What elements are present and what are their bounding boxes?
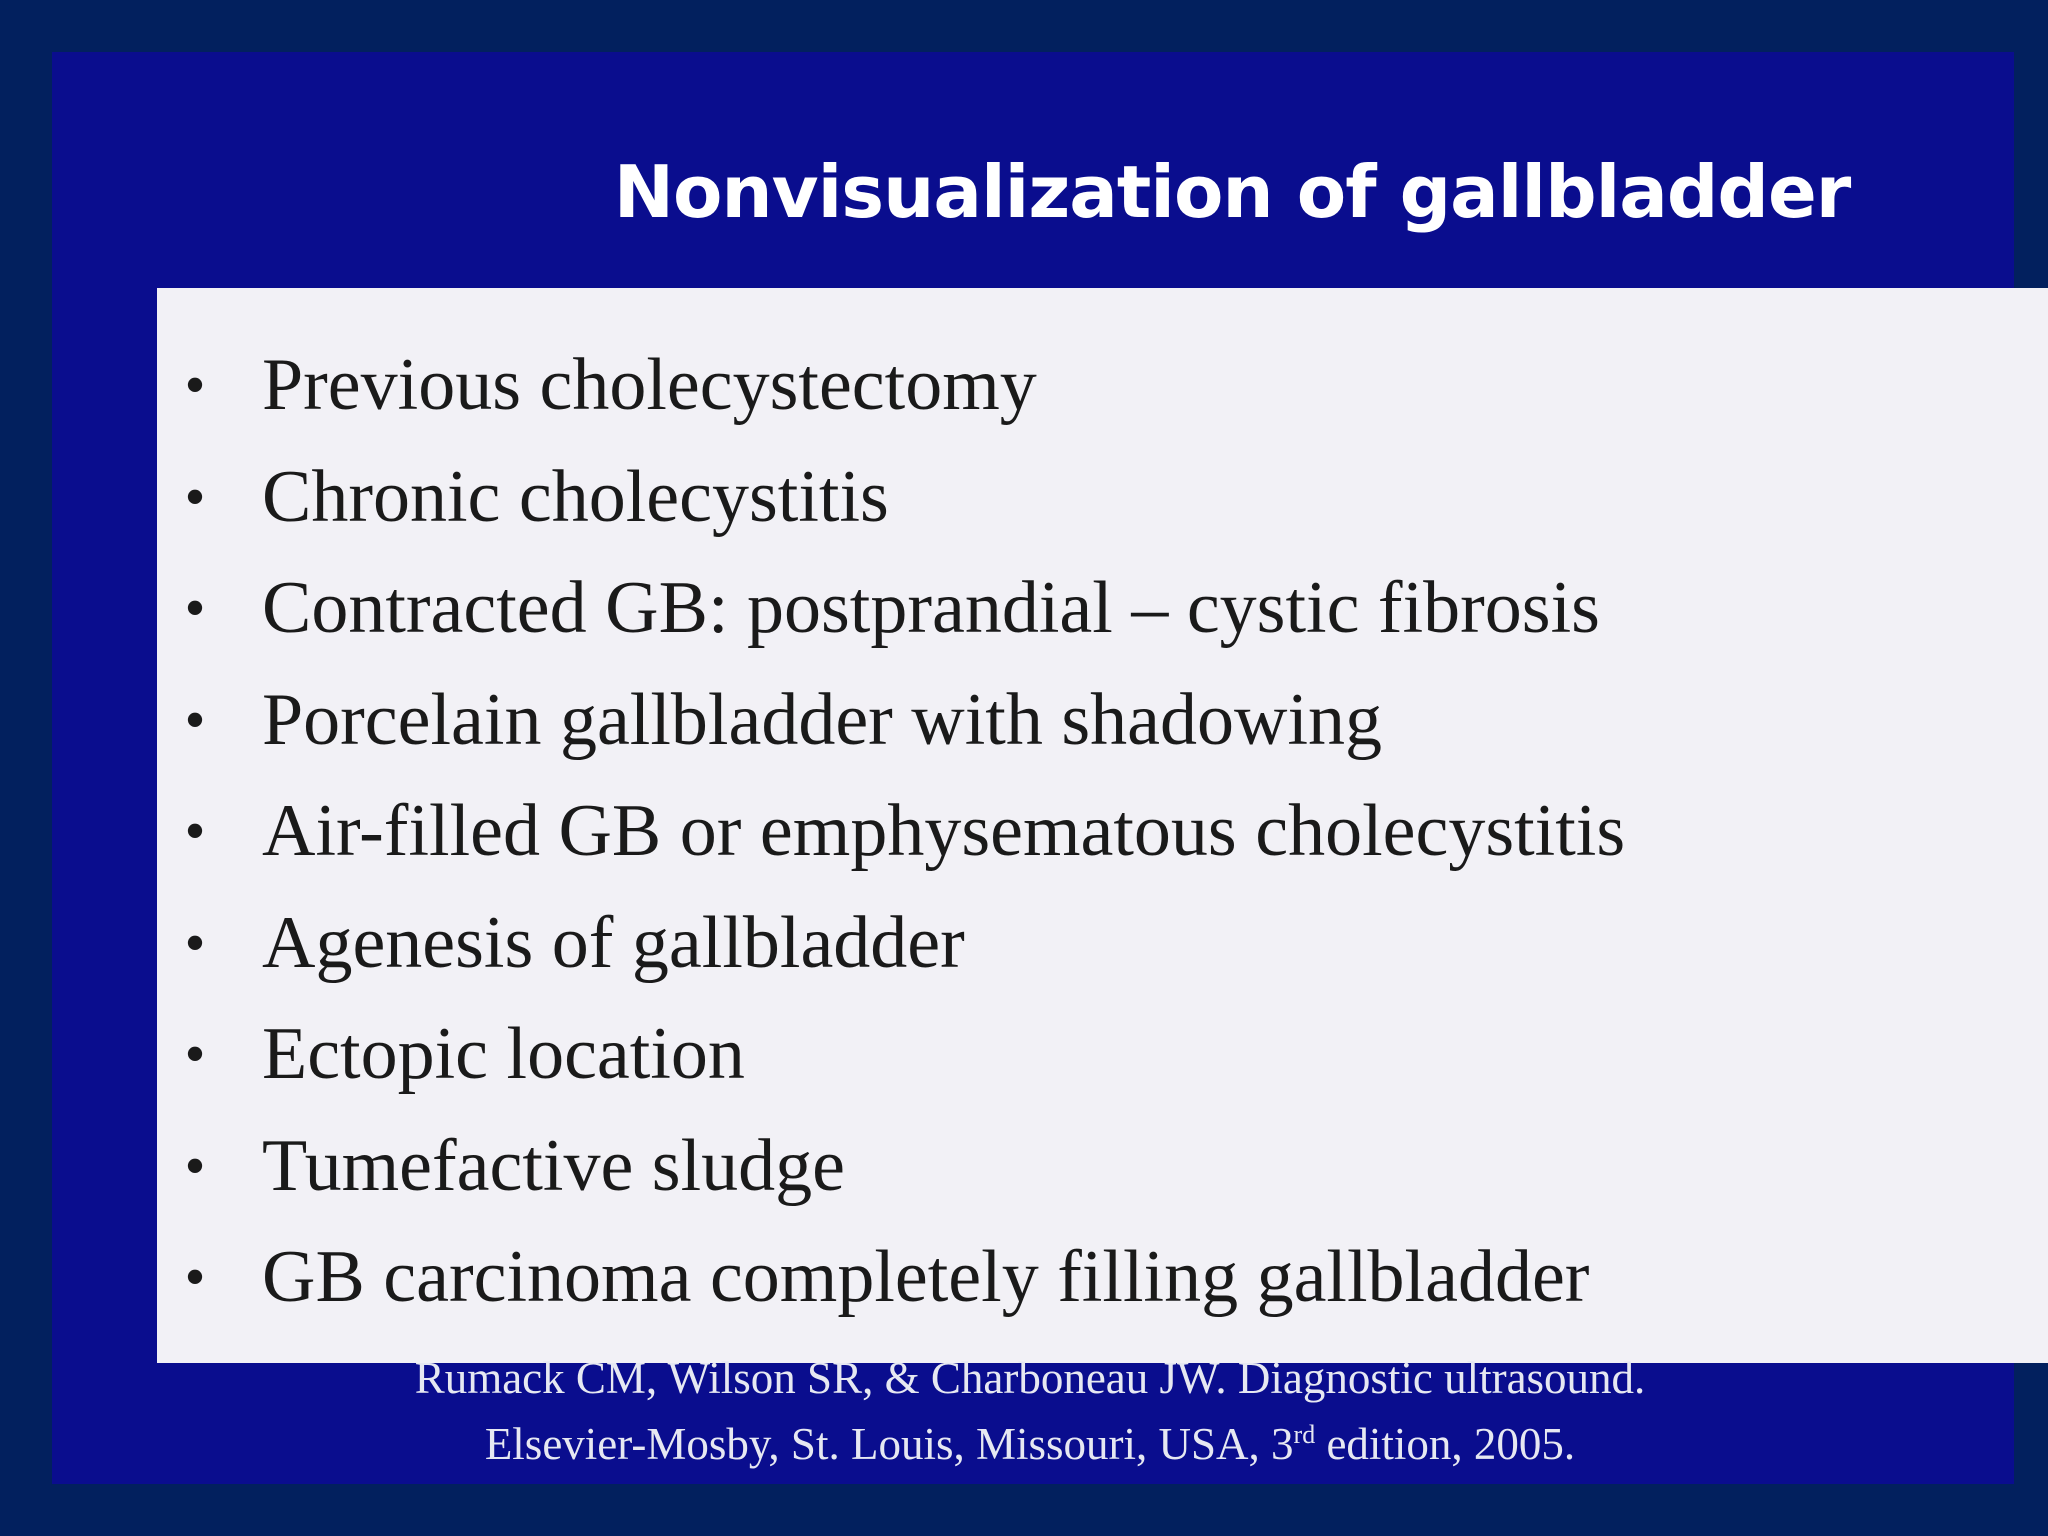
citation bbox=[200, 1345, 1860, 1477]
citation-line-2-start: Elsevier-Mosby, St. Louis, Missouri, USA, 3 bbox=[484, 1419, 1294, 1469]
bullet-list bbox=[157, 330, 2048, 1334]
bullet-text: Agenesis of gallbladder bbox=[262, 901, 965, 984]
bullet-item bbox=[157, 665, 2048, 777]
citation-ordinal-suffix: rd bbox=[1293, 1420, 1316, 1449]
slide-title: Nonvisualization of gallbladder bbox=[613, 150, 1851, 234]
bullet-text: GB carcinoma completely filling gallbladder bbox=[262, 1236, 1590, 1318]
slide bbox=[52, 52, 2014, 1484]
bullet-item bbox=[157, 1111, 2048, 1223]
bullet-icon: • bbox=[184, 1244, 206, 1310]
content-box bbox=[157, 288, 2048, 1363]
bullet-text: Chronic cholecystitis bbox=[262, 455, 889, 538]
bullet-icon: • bbox=[184, 1021, 206, 1087]
bullet-text: Previous cholecystectomy bbox=[262, 344, 1037, 426]
bullet-icon: • bbox=[184, 686, 206, 753]
bullet-icon: • bbox=[184, 575, 206, 641]
citation-line-2 bbox=[200, 1411, 1860, 1477]
bullet-text: Porcelain gallbladder with shadowing bbox=[262, 678, 1383, 761]
citation-line-1: Rumack CM, Wilson SR, & Charboneau JW. Diagnostic ultrasound. bbox=[414, 1353, 1646, 1403]
bullet-text: Contracted GB: postprandial – cystic fibrosis bbox=[262, 567, 1600, 649]
bullet-item bbox=[157, 888, 2048, 1000]
citation-line-2-end: edition, 2005. bbox=[1315, 1419, 1576, 1469]
bullet-text: Air-filled GB or emphysematous cholecystitis bbox=[262, 790, 1626, 872]
bullet-item bbox=[157, 442, 2048, 554]
bullet-text: Tumefactive sludge bbox=[262, 1124, 846, 1207]
bullet-icon: • bbox=[184, 463, 206, 530]
bullet-icon: • bbox=[184, 909, 206, 976]
bullet-item bbox=[157, 999, 2048, 1111]
bullet-item bbox=[157, 553, 2048, 665]
bullet-item bbox=[157, 1222, 2048, 1334]
bullet-item bbox=[157, 776, 2048, 888]
bullet-text: Ectopic location bbox=[262, 1013, 745, 1095]
bullet-icon: • bbox=[184, 1132, 206, 1199]
bullet-item bbox=[157, 330, 2048, 442]
bullet-icon: • bbox=[184, 798, 206, 864]
bullet-icon: • bbox=[184, 352, 206, 418]
